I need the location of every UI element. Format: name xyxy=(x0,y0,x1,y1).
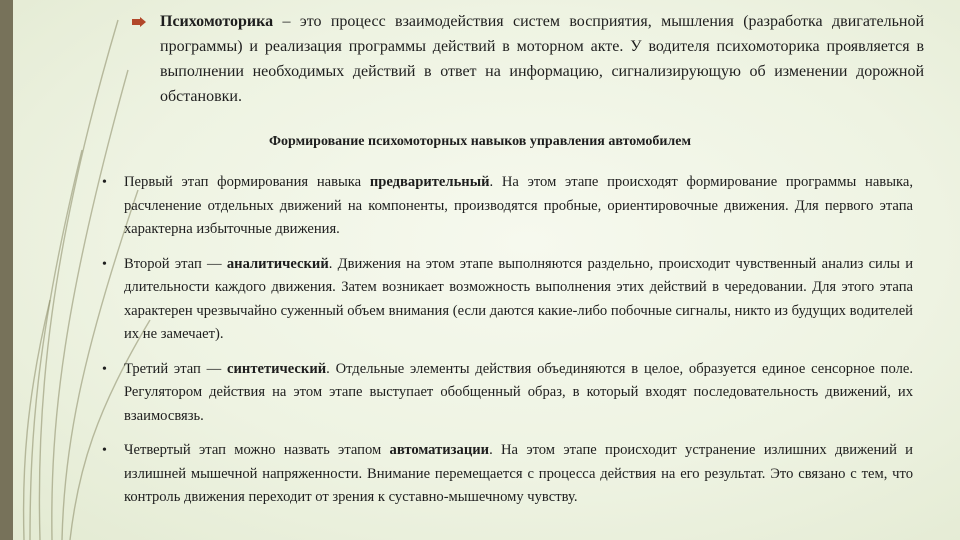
stage-text: Третий этап — xyxy=(124,360,228,377)
intro-term: Психомоторика xyxy=(160,13,274,30)
list-item xyxy=(98,253,913,347)
intro-text: – это процесс взаимодействия систем восприятия, мышления (разработка двигательной программы) и реализация программы действий в моторном акте. У водителя психомоторика проявляется в выполнении необходимых действий в ответ на информацию, сигнализирующую об изменении дорожной обстановки. xyxy=(160,13,924,105)
stage-text: . Отдельные элементы действия объединяются в целое, образуется единое сенсорное поле. Регулятором действия на этом этапе выступает обобщенный образ, в который входят последовательность движений, их взаимосвязь. xyxy=(124,360,913,424)
stages-list xyxy=(98,171,913,510)
bullet-marker: • xyxy=(102,175,107,190)
arrow-right-icon xyxy=(132,17,146,27)
section-heading: Формирование психомоторных навыков управления автомобилем xyxy=(268,134,692,149)
list-item xyxy=(98,358,913,429)
stage-name: автоматизации xyxy=(389,442,490,458)
bullet-marker: • xyxy=(102,256,107,272)
stage-text: Второй этап — xyxy=(124,255,227,272)
stage-text: . На этом этапе происходят формирование программы навыка, расчленение отдельных движений на компоненты, производятся пробные, ориентировочные движения. Для первого этапа характерна избыточные движения. xyxy=(124,174,913,237)
bullet-marker: • xyxy=(102,443,107,458)
intro-paragraph xyxy=(160,9,924,109)
intro-paragraph-block xyxy=(134,9,924,109)
stage-text: Четвертый этап можно назвать этапом xyxy=(124,442,390,458)
stage-text: Первый этап формирования навыка xyxy=(124,174,370,190)
bullet-marker: • xyxy=(102,361,107,377)
stage-name: синтетический xyxy=(227,360,327,377)
stage-name: предварительный xyxy=(369,174,490,190)
stage-name: аналитический xyxy=(226,255,329,272)
stage-text: . Движения на этом этапе выполняются раздельно, происходит чувственный анализ силы и длительности каждого движения. Затем возникает возможность выполнения этих действий в чередовании. Для этого этапа характерен чрезвычайно суженный объем внимания (если даются какие-либо побочные сигналы, никто из будущих водителей их не замечает). xyxy=(124,255,913,342)
stage-text: . На этом этапе происходит устранение излишних движений и излишней мышечной напряженности. Внимание перемещается с процесса действия на его результат. Это связано с тем, что контроль движения переходит от зрения к суставно-мышечному чувству. xyxy=(124,442,913,505)
list-item xyxy=(98,439,913,510)
list-item xyxy=(98,171,913,242)
